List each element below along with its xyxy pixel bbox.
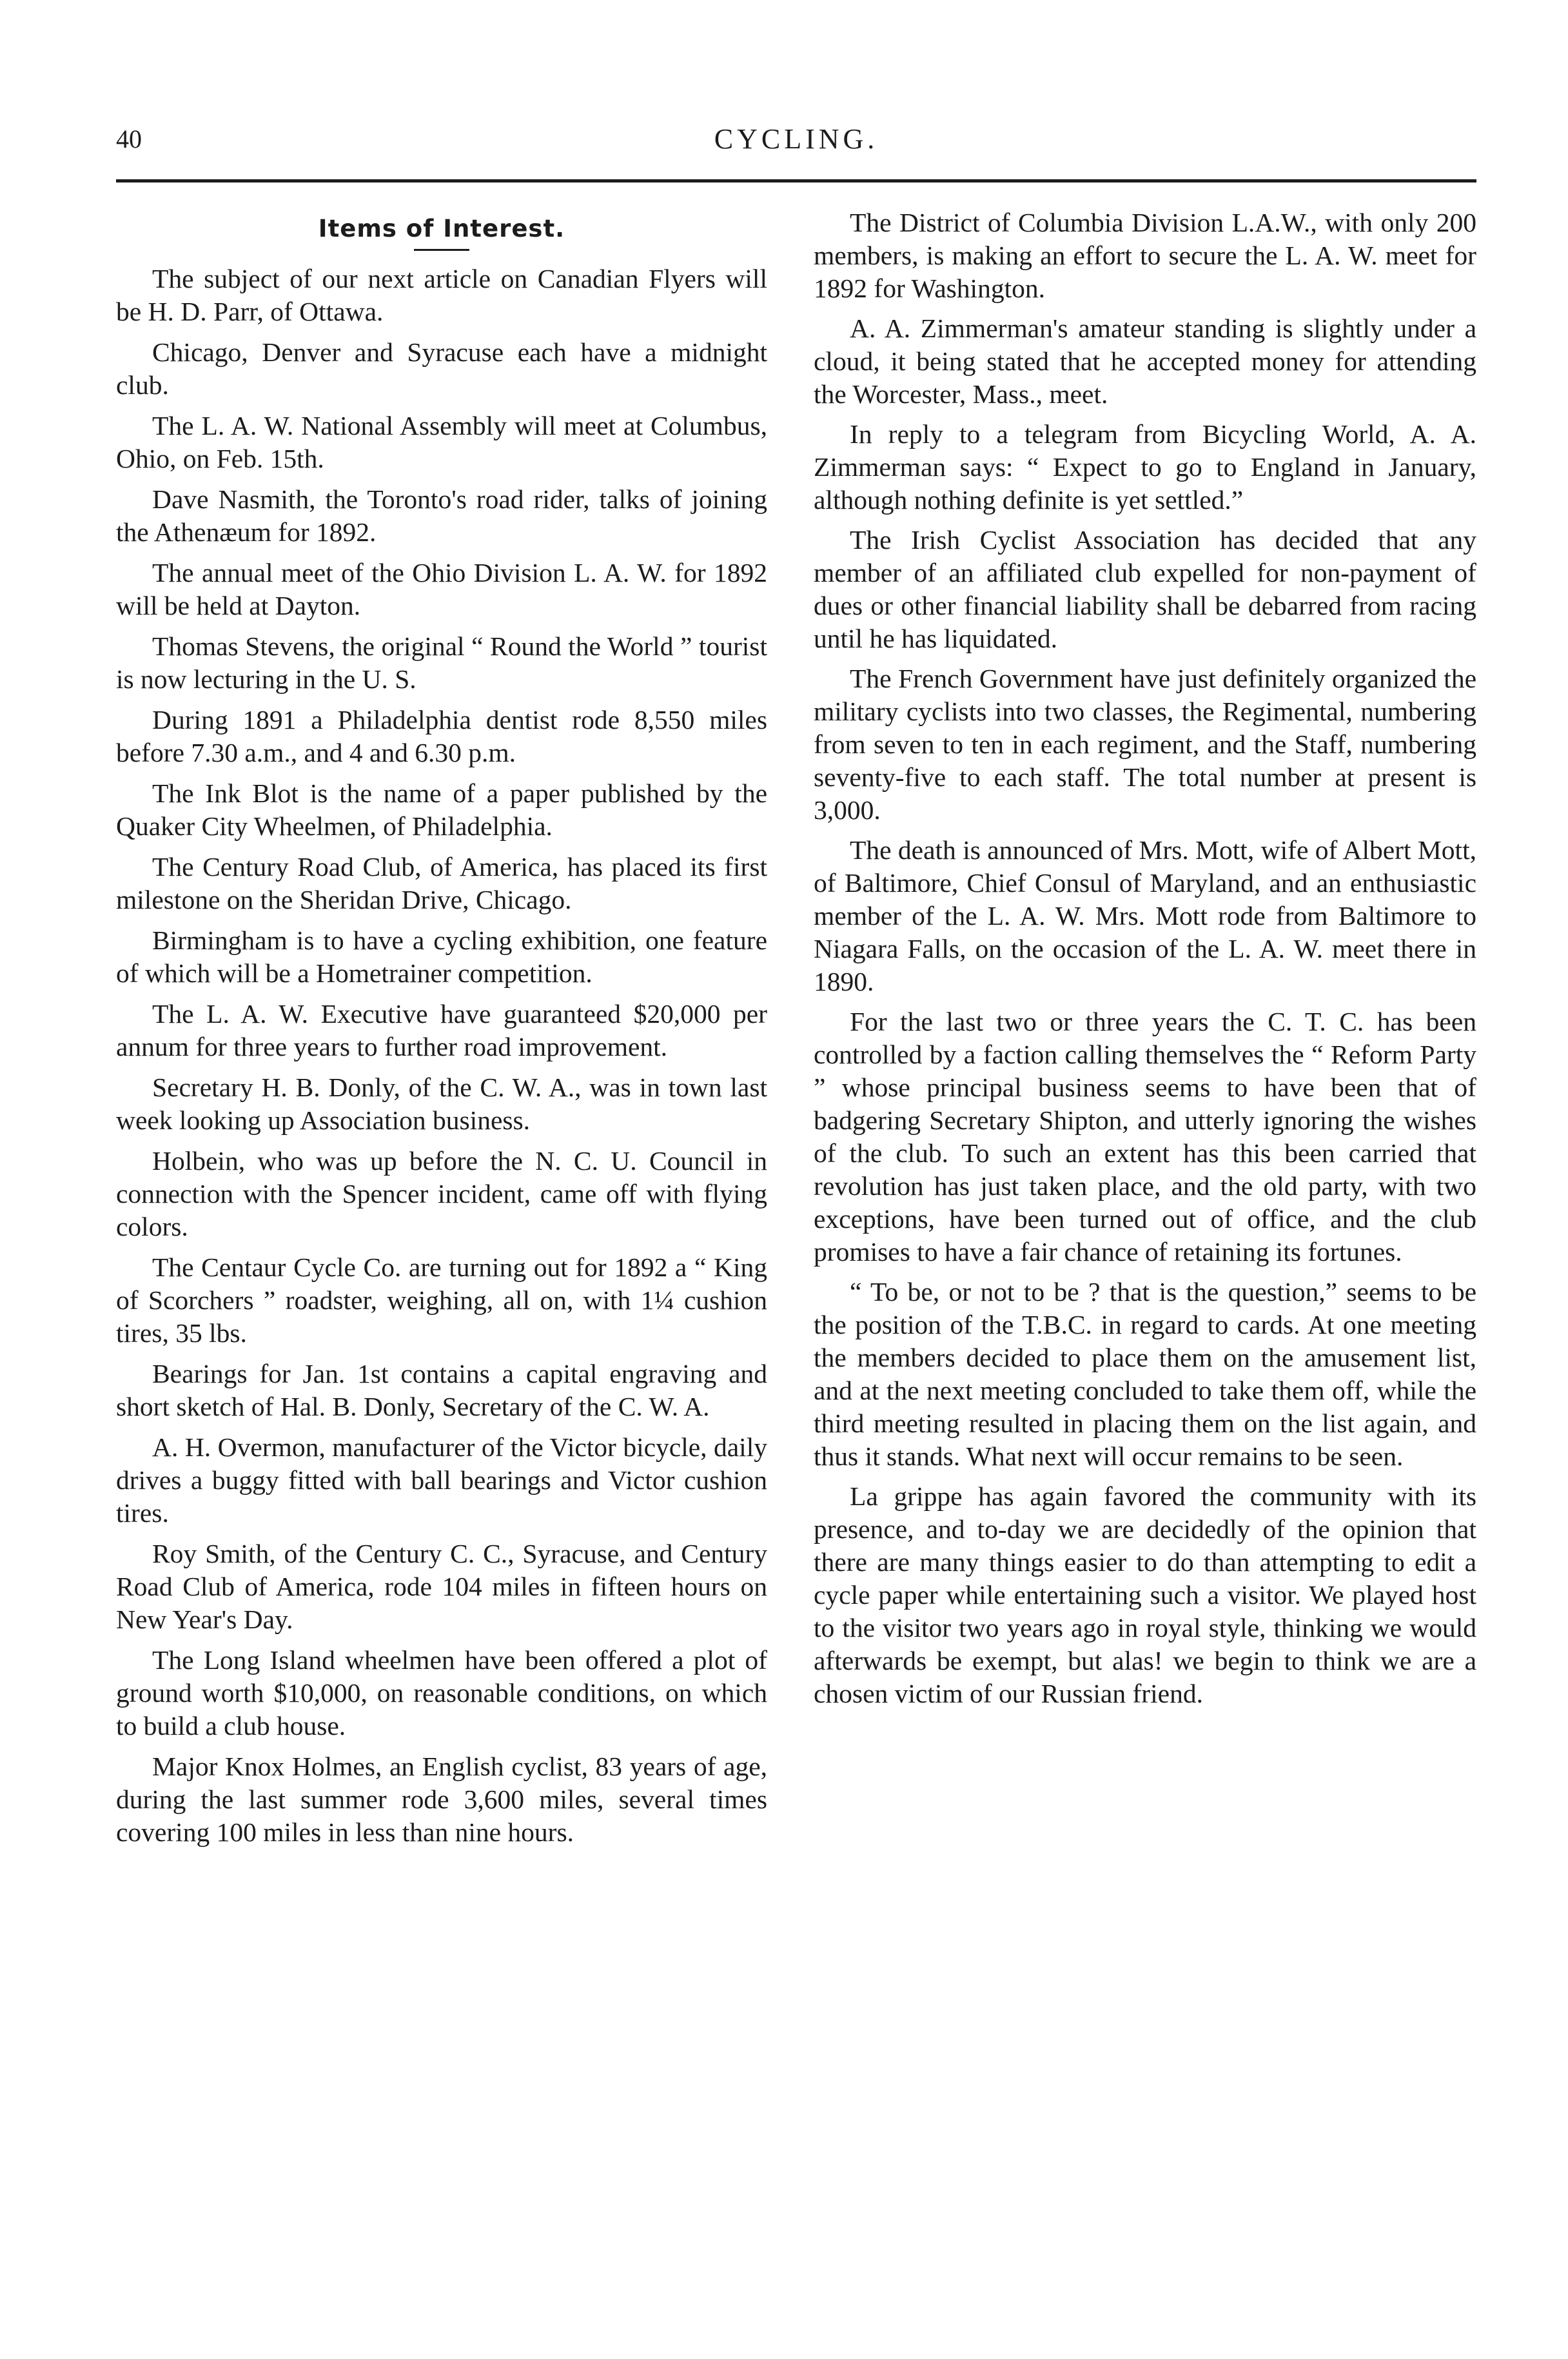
news-item: The District of Columbia Division L.A.W., with only 200 members, is making an effort to secure the L. A. W. meet for 1892 for Washington. [814,208,1476,303]
news-item: “ To be, or not to be ? that is the question,” seems to be the position of the T.B.C. in regard to cards. At one meeting the members decided to place them on the amusement list, and at the next meeting concluded to take them off, while the third meeting resulted in placing them on the list again, and thus it stands. What next will occur remains to be seen. [814,1277,1476,1471]
news-item: Holbein, who was up before the N. C. U. Council in connection with the Spencer incident, came off with flying colors. [116,1146,767,1241]
news-item: The Ink Blot is the name of a paper published by the Quaker City Wheelmen, of Philadelphia. [116,778,767,841]
news-item: The death is announced of Mrs. Mott, wife of Albert Mott, of Baltimore, Chief Consul of Maryland, and an enthusiastic member of the L. A. W. Mrs. Mott rode from Baltimore to Niagara Falls, on the occasion of the L. A. W. meet there in 1890. [814,835,1476,996]
news-item: The Irish Cyclist Association has decided that any member of an affiliated club expelled for non-payment of dues or other financial liability shall be debarred from racing until he has liquidated. [814,525,1476,653]
news-item: The Long Island wheelmen have been offered a plot of ground worth $10,000, on reasonable conditions, on which to build a club house. [116,1645,767,1741]
news-item: The Centaur Cycle Co. are turning out for 1892 a “ King of Scorchers ” roadster, weighing, all on, with 1¼ cushion tires, 35 lbs. [116,1252,767,1348]
news-item: Chicago, Denver and Syracuse each have a midnight club. [116,337,767,400]
news-item: La grippe has again favored the community with its presence, and to-day we are decidedly of the opinion that there are many things easier to do than attempting to edit a cycle paper while entertaining such a visitor. We played host to the visitor two years ago in royal style, thinking we would afterwards be exempt, but alas! we begin to think we are a chosen victim of our Russian friend. [814,1481,1476,1708]
news-item: In reply to a telegram from Bicycling World, A. A. Zimmerman says: “ Expect to go to England in January, although nothing definite is yet settled.” [814,419,1476,515]
news-item: A. H. Overmon, manufacturer of the Victor bicycle, daily drives a buggy fitted with ball bearings and Victor cushion tires. [116,1432,767,1528]
header-rule [116,179,1476,183]
page-number: 40 [116,124,142,153]
section-heading: Items of Interest. [318,215,565,242]
news-item: Bearings for Jan. 1st contains a capital engraving and short sketch of Hal. B. Donly, Secretary of the C. W. A. [116,1359,767,1421]
news-item: The L. A. W. National Assembly will meet at Columbus, Ohio, on Feb. 15th. [116,411,767,473]
news-item: Roy Smith, of the Century C. C., Syracuse, and Century Road Club of America, rode 104 miles in fifteen hours on New Year's Day. [116,1539,767,1634]
news-item: The subject of our next article on Canadian Flyers will be H. D. Parr, of Ottawa. [116,264,767,326]
news-item: During 1891 a Philadelphia dentist rode 8,550 miles before 7.30 a.m., and 4 and 6.30 p.m. [116,705,767,767]
running-title: CYCLING. [714,123,879,155]
news-item: Major Knox Holmes, an English cyclist, 83 years of age, during the last summer rode 3,600 miles, several times covering 100 miles in less than nine hours. [116,1752,767,1847]
news-item: The annual meet of the Ohio Division L. A. W. for 1892 will be held at Dayton. [116,558,767,620]
news-item: The Century Road Club, of America, has placed its first milestone on the Sheridan Drive, Chicago. [116,852,767,914]
news-item: Secretary H. B. Donly, of the C. W. A., was in town last week looking up Association business. [116,1072,767,1135]
news-item: Birmingham is to have a cycling exhibition, one feature of which will be a Hometrainer competition. [116,925,767,988]
news-item: The French Government have just definitely organized the military cyclists into two classes, the Regimental, numbering from seven to ten in each regiment, and the Staff, numbering seventy-five to each staff. The total number at present is 3,000. [814,664,1476,825]
news-item: Dave Nasmith, the Toronto's road rider, talks of joining the Athenæum for 1892. [116,484,767,547]
news-item: For the last two or three years the C. T. C. has been controlled by a faction calling themselves the “ Reform Party ” whose principal business seems to have been that of badgering Secretary Shipton, and utterly ignoring the wishes of the club. To such an extent has this been carried that revolution has just taken place, and the old party, with two exceptions, have been turned out of office, and the club promises to have a fair chance of retaining its fortunes. [814,1007,1476,1267]
left-column [116,206,767,1857]
heading-rule [414,249,469,251]
right-column [814,206,1476,1717]
news-item: Thomas Stevens, the original “ Round the World ” tourist is now lecturing in the U. S. [116,631,767,694]
news-item: A. A. Zimmerman's amateur standing is slightly under a cloud, it being stated that he accepted money for attending the Worcester, Mass., meet. [814,313,1476,409]
news-item: The L. A. W. Executive have guaranteed $20,000 per annum for three years to further road improvement. [116,999,767,1061]
page-header [116,123,1476,174]
